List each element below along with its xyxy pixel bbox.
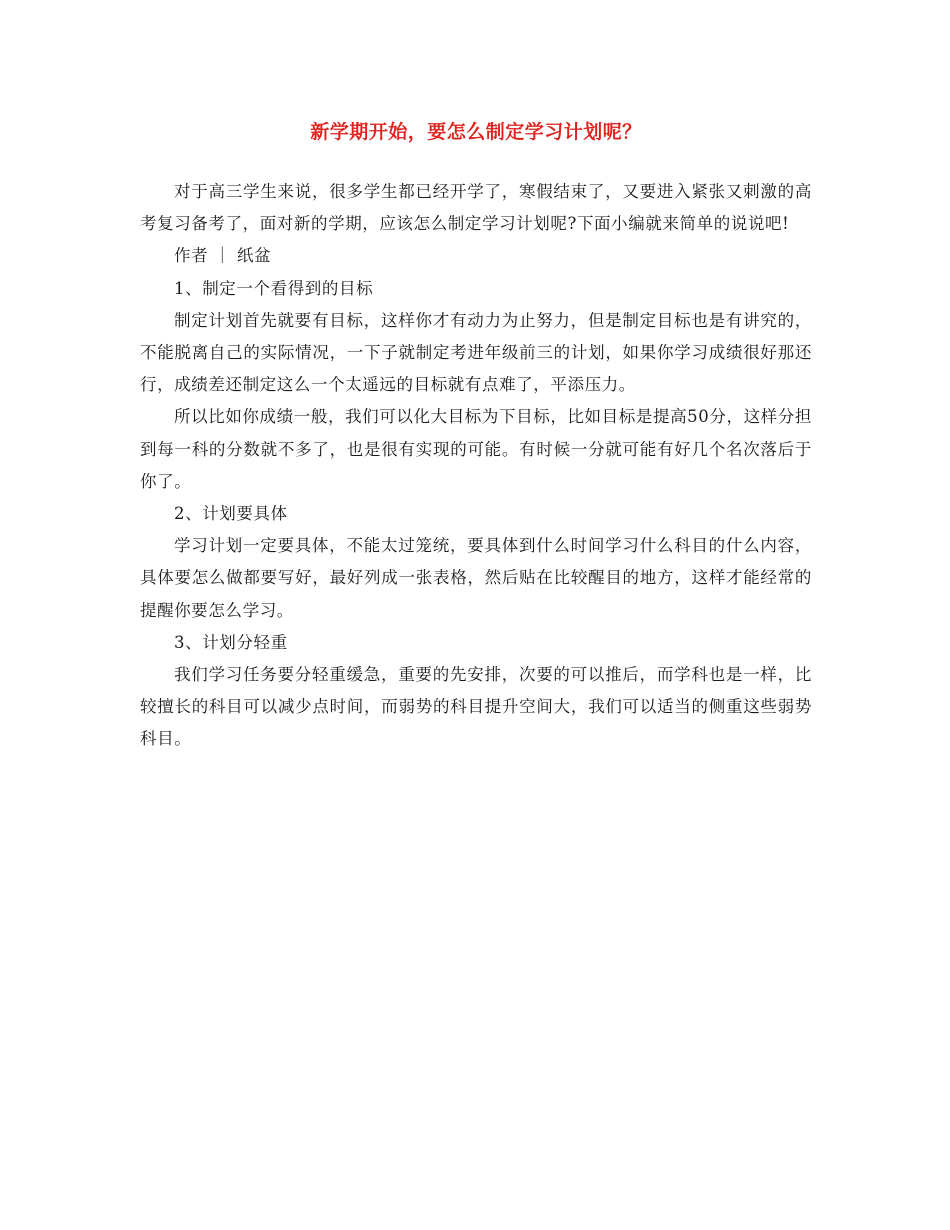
section-heading-2: 2、计划要具体 — [174, 504, 288, 524]
section-1-paragraph-1: 制定计划首先就要有目标，这样你才有动力为止努力，但是制定目标也是有讲究的，不能脱离自己的实际情况，一下子就制定考进年级前三的计划，如果你学习成绩很好那还行，成绩差还制定这么一个太遥远的目标就有点难了，平添压力。 — [140, 310, 812, 395]
section-1-paragraph-2: 所以比如你成绩一般，我们可以化大目标为下目标，比如目标是提高50分，这样分担到每一科的分数就不多了，也是很有实现的可能。有时候一分就可能有好几个名次落后于你了。 — [140, 407, 812, 491]
intro-paragraph: 对于高三学生来说，很多学生都已经开学了，寒假结束了，又要进入紧张又刺激的高考复习备考了，面对新的学期，应该怎么制定学习计划呢?下面小编就来简单的说说吧! — [140, 182, 812, 234]
section-3-paragraph-1: 我们学习任务要分轻重缓急，重要的先安排，次要的可以推后，而学科也是一样，比较擅长的科目可以减少点时间，而弱势的科目提升空间大，我们可以适当的侧重这些弱势科目。 — [140, 665, 812, 749]
document-title: 新学期开始，要怎么制定学习计划呢？ — [310, 121, 642, 143]
section-2-paragraph-1: 学习计划一定要具体，不能太过笼统，要具体到什么时间学习什么科目的什么内容，具体要怎么做都要写好，最好列成一张表格，然后贴在比较醒目的地方，这样才能经常的提醒你要怎么学习。 — [140, 536, 812, 620]
section-heading-1: 1、制定一个看得到的目标 — [174, 278, 374, 298]
document-page — [140, 118, 812, 756]
byline: 作者 ｜ 纸盆 — [174, 246, 272, 266]
section-heading-3: 3、计划分轻重 — [174, 632, 288, 652]
